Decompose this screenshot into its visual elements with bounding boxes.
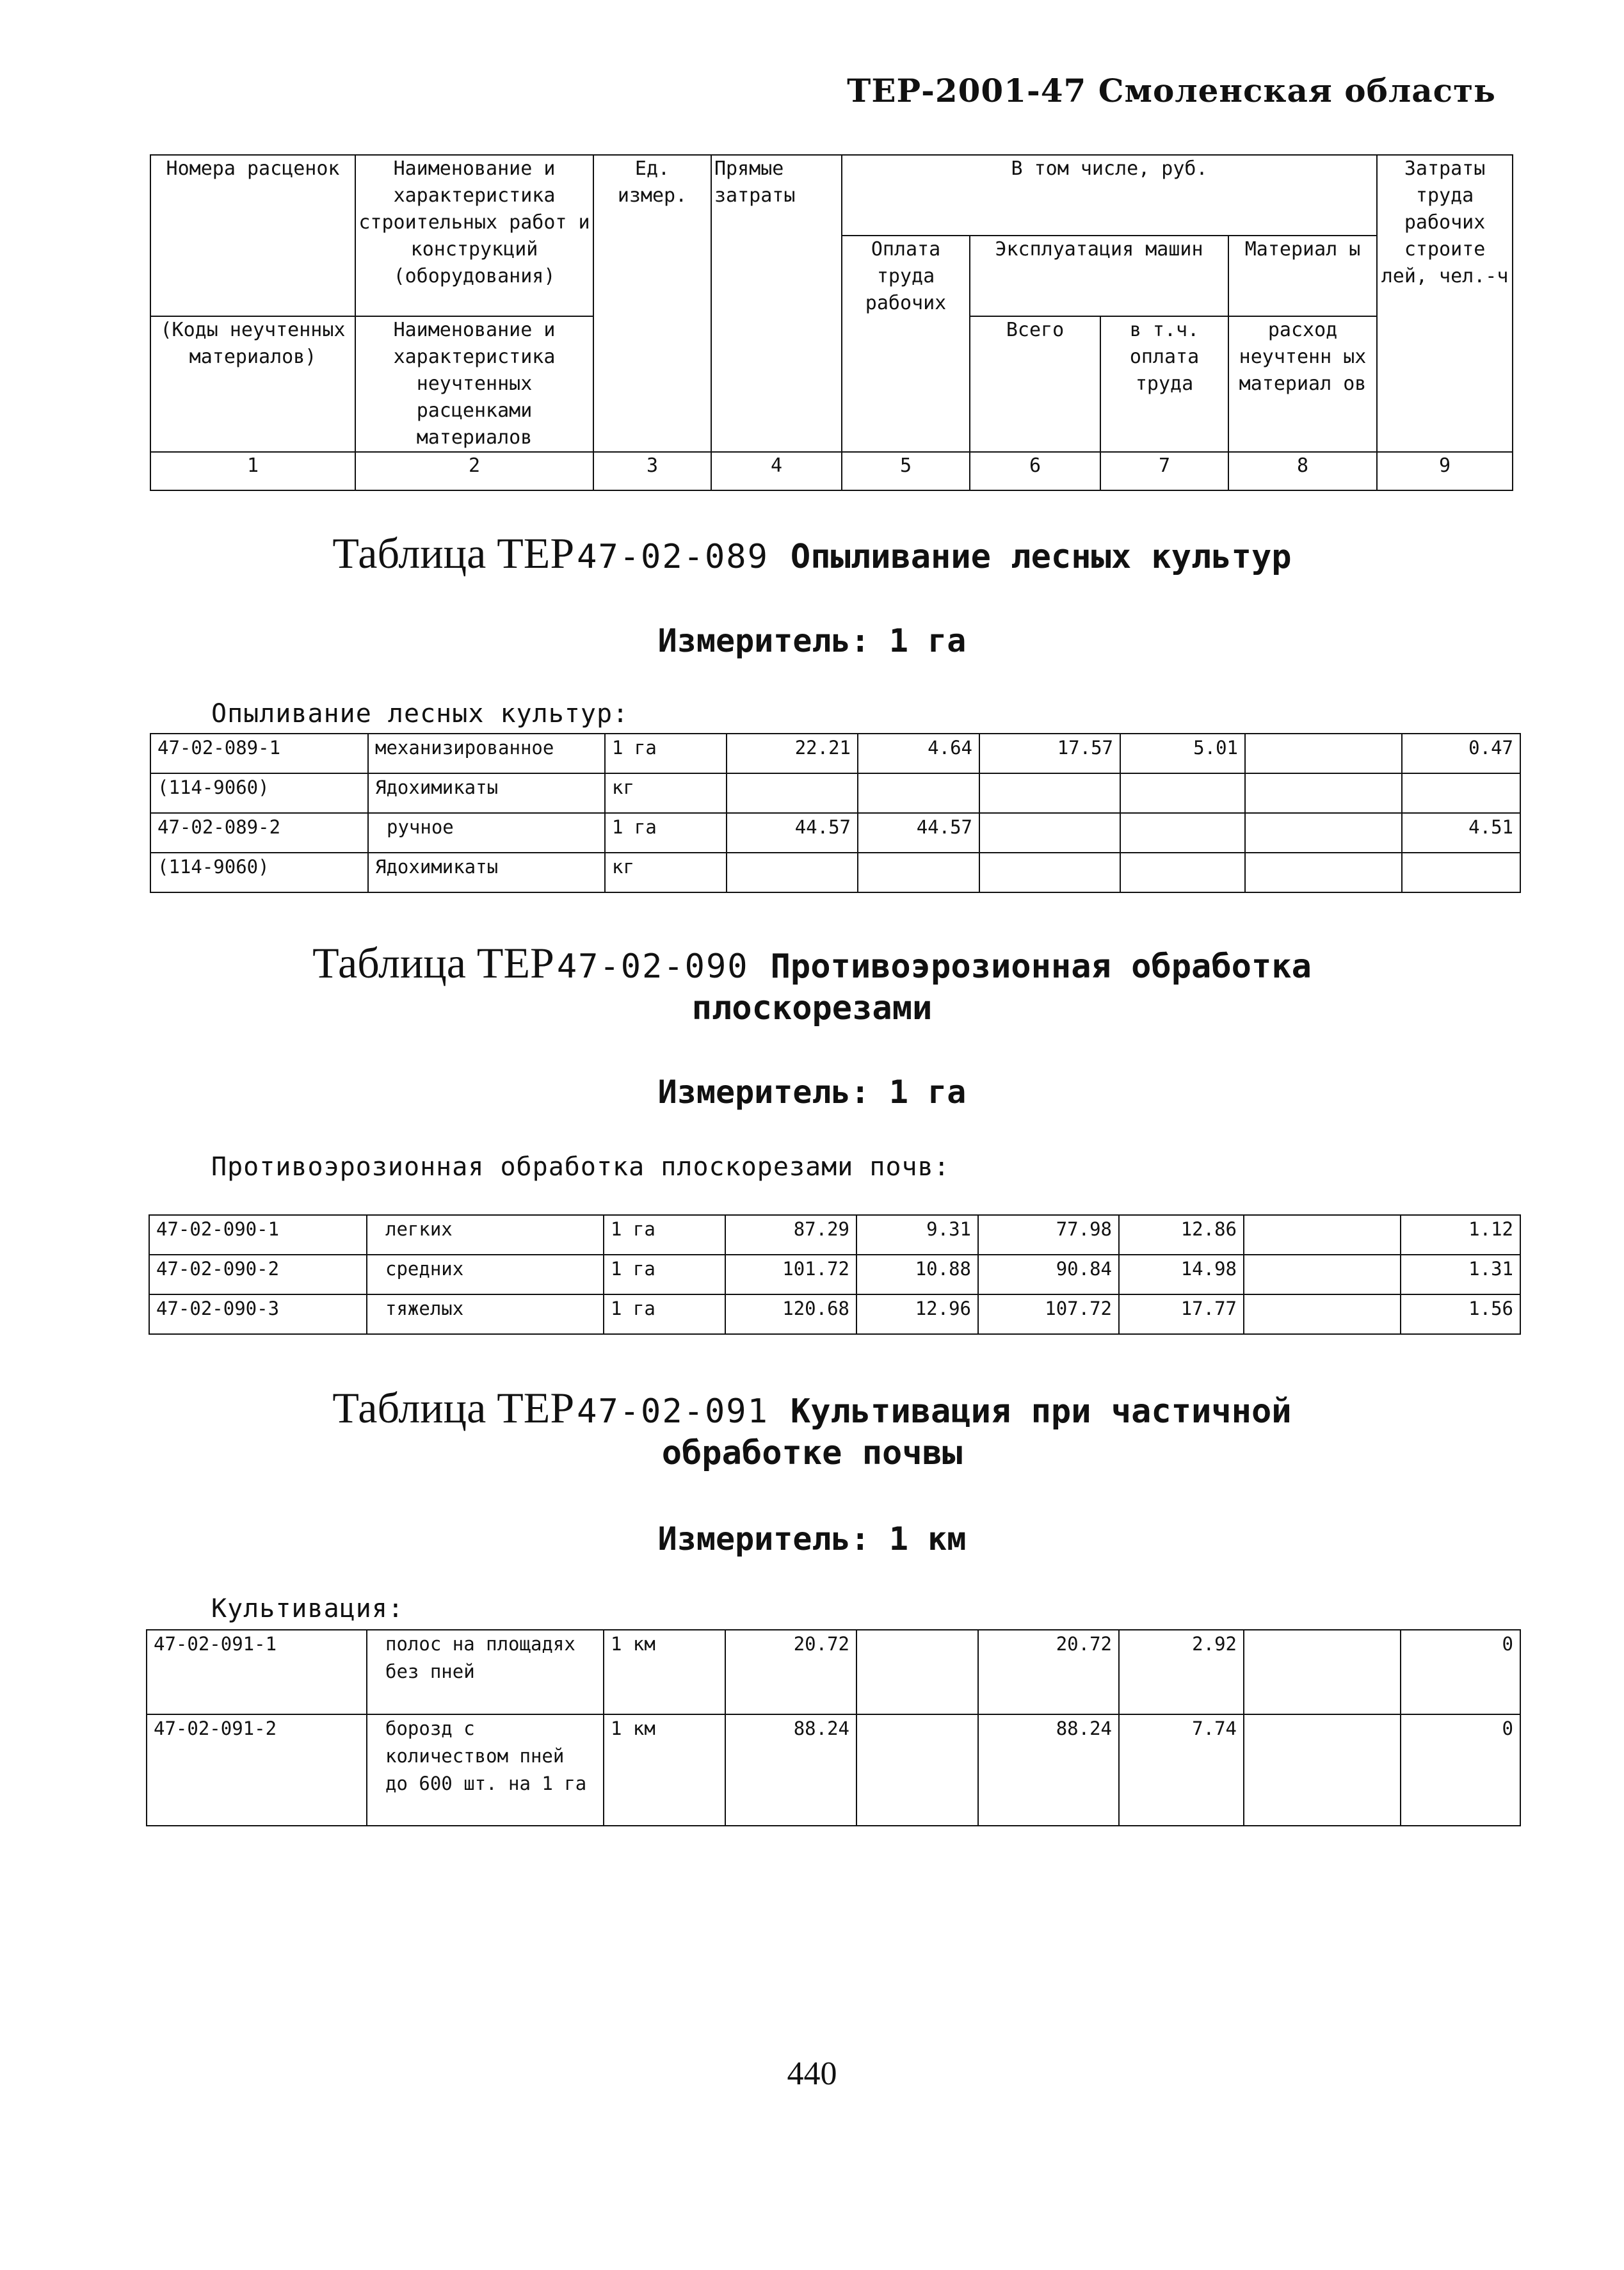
labor-costs: 0.47 [1402,734,1520,773]
machines-pay: 12.86 [1119,1215,1244,1255]
running-header-title: ТЕР-2001-47 Смоленская область [847,72,1496,109]
header-worker-pay: Оплата труда рабочих [842,236,970,452]
table-code: 47-02-091 [577,1392,769,1431]
materials [1245,773,1402,813]
header-col-number: 8 [1228,452,1377,490]
header-direct-costs: Прямые затраты [711,155,842,452]
table-subheading: Противоэрозионная обработка плоскорезами почв: [211,1152,950,1182]
header-col-number: 4 [711,452,842,490]
table-title [0,938,1624,988]
machines-pay: 14.98 [1119,1255,1244,1294]
labor-costs: 0 [1401,1630,1520,1714]
machines-total: 90.84 [978,1255,1119,1294]
header-material-usage: расход неучтенн ых материал ов [1228,316,1377,452]
table-title [0,528,1624,579]
header-machines-pay: в т.ч. оплата труда [1100,316,1228,452]
labor-costs: 4.51 [1402,813,1520,853]
rates-table-089 [150,733,1521,893]
table-name: Противоэрозионная обработка [770,947,1312,986]
direct-costs: 101.72 [725,1255,856,1294]
unit: 1 га [604,1294,725,1334]
table-row [149,1215,1520,1255]
rates-table-091 [146,1629,1521,1826]
table-subheading: Культивация: [211,1594,404,1623]
header-including-group: В том числе, руб. [842,155,1377,236]
materials [1244,1714,1401,1826]
machines-pay [1120,773,1245,813]
table-row [150,734,1520,773]
machines-total: 20.72 [978,1630,1119,1714]
work-name: ручное [368,813,605,853]
header-col-number: 6 [970,452,1100,490]
unit: 1 га [605,734,727,773]
direct-costs: 20.72 [725,1630,856,1714]
table-title [0,1383,1624,1433]
unit: 1 га [604,1255,725,1294]
work-name: тяжелых [367,1294,604,1334]
materials [1244,1294,1401,1334]
table-row [147,1630,1520,1714]
machines-total: 17.57 [979,734,1120,773]
table-label: Таблица ТЕР [332,1383,575,1432]
labor-costs: 1.12 [1401,1215,1520,1255]
machines-pay: 2.92 [1119,1630,1244,1714]
materials [1245,734,1402,773]
table-name-continued: плоскорезами [691,989,933,1027]
materials [1244,1215,1401,1255]
machines-pay [1120,853,1245,892]
page-number: 440 [787,2056,837,2092]
labor-costs [1402,853,1520,892]
header-work-name: Наименование и характеристика строительных работ и конструкций (оборудования) [355,155,593,316]
header-col-number: 2 [355,452,593,490]
machines-total: 107.72 [978,1294,1119,1334]
worker-pay: 4.64 [858,734,979,773]
table-row [149,1255,1520,1294]
direct-costs: 44.57 [727,813,858,853]
header-unaccounted-name: Наименование и характеристика неучтенных расценками материалов [355,316,593,452]
header-machine-operation: Эксплуатация машин [970,236,1228,316]
rate-code: 47-02-090-1 [149,1215,367,1255]
worker-pay: 12.96 [856,1294,978,1334]
header-labor-costs: Затраты труда рабочих строите лей, чел.-ч [1377,155,1513,452]
table-code: 47-02-089 [577,538,769,576]
table-row [150,773,1520,813]
machines-total [979,853,1120,892]
rate-code: 47-02-090-3 [149,1294,367,1334]
materials [1245,853,1402,892]
table-label: Таблица ТЕР [312,938,554,987]
materials [1244,1255,1401,1294]
header-materials: Материал ы [1228,236,1377,316]
table-label: Таблица ТЕР [332,529,575,577]
rate-code: (114-9060) [150,773,368,813]
machines-pay: 7.74 [1119,1714,1244,1826]
unit: 1 га [604,1215,725,1255]
direct-costs: 120.68 [725,1294,856,1334]
column-header-table [150,154,1513,491]
table-row [149,1294,1520,1334]
work-name: борозд с количеством пней до 600 шт. на 1 га [367,1714,604,1826]
header-unit: Ед. измер. [593,155,711,452]
work-name: средних [367,1255,604,1294]
worker-pay [856,1630,978,1714]
rates-table-090 [149,1214,1521,1335]
worker-pay [858,773,979,813]
work-name: полос на площадях без пней [367,1630,604,1714]
work-name: легких [367,1215,604,1255]
table-row [147,1714,1520,1826]
direct-costs [727,853,858,892]
table-code: 47-02-090 [556,947,749,986]
header-col-number: 1 [150,452,355,490]
table-name: Опыливание лесных культур [790,538,1292,576]
rate-code: 47-02-089-2 [150,813,368,853]
machines-total [979,813,1120,853]
header-col-number: 7 [1100,452,1228,490]
rate-code: 47-02-089-1 [150,734,368,773]
unit: 1 га [605,813,727,853]
direct-costs: 22.21 [727,734,858,773]
machines-total [979,773,1120,813]
table-measure: Измеритель: 1 га [657,622,967,659]
header-unaccounted-codes: (Коды неучтенных материалов) [150,316,355,452]
table-name: Культивация при частичной [790,1392,1292,1431]
direct-costs: 87.29 [725,1215,856,1255]
table-subheading: Опыливание лесных культур: [211,699,629,728]
unit: 1 км [604,1714,725,1826]
rate-code: 47-02-091-2 [147,1714,367,1826]
table-measure: Измеритель: 1 км [657,1520,967,1558]
header-col-number: 9 [1377,452,1513,490]
header-col-number: 5 [842,452,970,490]
machines-pay: 5.01 [1120,734,1245,773]
rate-code: 47-02-091-1 [147,1630,367,1714]
worker-pay: 44.57 [858,813,979,853]
materials [1244,1630,1401,1714]
labor-costs [1402,773,1520,813]
direct-costs [727,773,858,813]
labor-costs: 1.31 [1401,1255,1520,1294]
work-name: Ядохимикаты [368,853,605,892]
worker-pay [858,853,979,892]
table-row [150,853,1520,892]
machines-total: 88.24 [978,1714,1119,1826]
table-measure: Измеритель: 1 га [657,1074,967,1111]
header-machines-total: Всего [970,316,1100,452]
materials [1245,813,1402,853]
labor-costs: 0 [1401,1714,1520,1826]
table-row [150,813,1520,853]
machines-total: 77.98 [978,1215,1119,1255]
direct-costs: 88.24 [725,1714,856,1826]
rate-code: 47-02-090-2 [149,1255,367,1294]
worker-pay: 9.31 [856,1215,978,1255]
unit: 1 км [604,1630,725,1714]
machines-pay [1120,813,1245,853]
labor-costs: 1.56 [1401,1294,1520,1334]
unit: кг [605,853,727,892]
worker-pay [856,1714,978,1826]
worker-pay: 10.88 [856,1255,978,1294]
header-col-number: 3 [593,452,711,490]
table-name-continued: обработке почвы [661,1434,963,1472]
header-rate-numbers: Номера расценок [150,155,355,316]
unit: кг [605,773,727,813]
rate-code: (114-9060) [150,853,368,892]
work-name: механизированное [368,734,605,773]
work-name: Ядохимикаты [368,773,605,813]
machines-pay: 17.77 [1119,1294,1244,1334]
